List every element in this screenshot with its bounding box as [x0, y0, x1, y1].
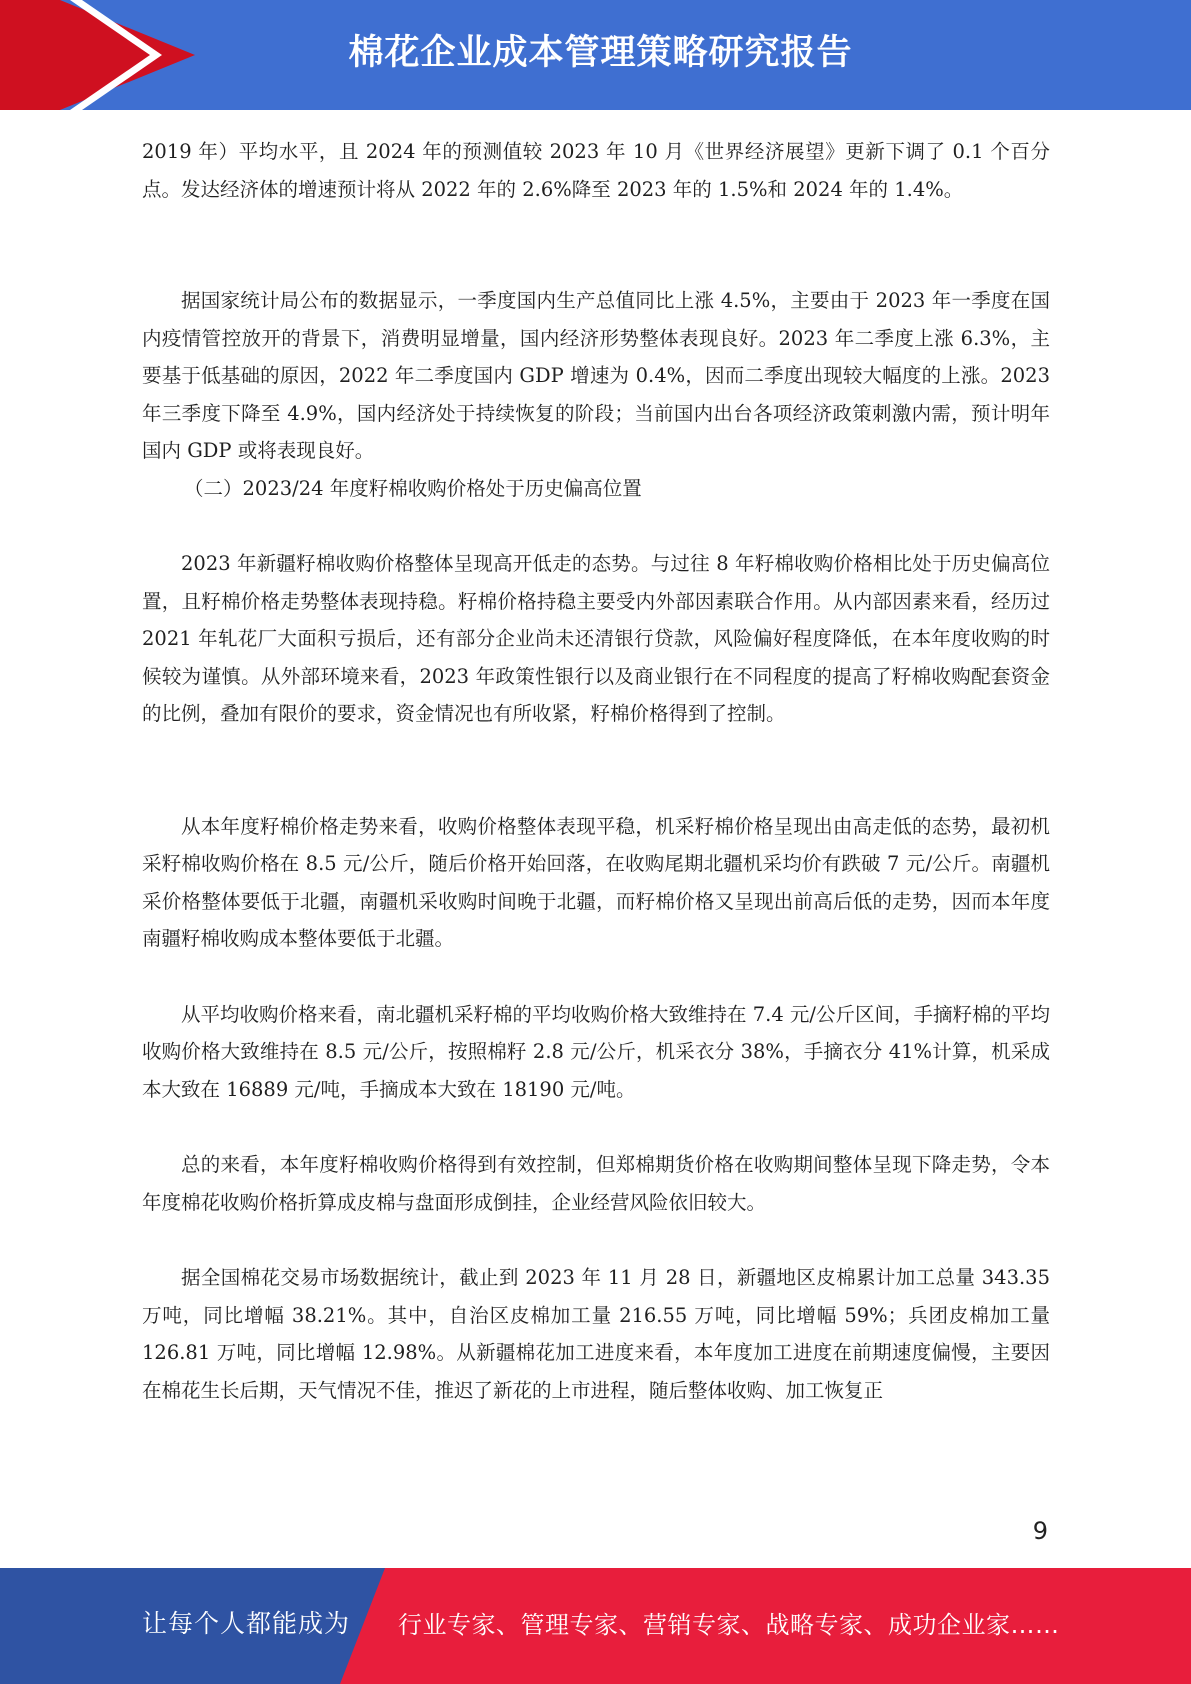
paragraph-domestic-gdp: 据国家统计局公布的数据显示，一季度国内生产总值同比上涨 4.5%，主要由于 2023 年一季度在国内疫情管控放开的背景下，消费明显增量，国内经济形势整体表现良好。2023 年二季度上涨 6.3%，主要基于低基础的原因，2022 年二季度国内 GDP 增速为 0.4%，因而二季度出现较大幅度的上涨。2023 年三季度下降至 4.9%，国内经济处于持续恢复的阶段；当前国内出台各项经济政策刺激内需，预计明年国内 GDP 或将表现良好。 [142, 289, 1050, 462]
page-footer [0, 1568, 1191, 1684]
paragraph-processing-stats: 据全国棉花交易市场数据统计，截止到 2023 年 11 月 28 日，新疆地区皮棉累计加工总量 343.35 万吨，同比增幅 38.21%。其中，自治区皮棉加工量 216.55 万吨，同比增幅 59%；兵团皮棉加工量 126.81 万吨，同比增幅 12.98%。从新疆棉花加工进度来看，本年度加工进度在前期速度偏慢，主要因在棉花生长后期，天气情况不佳，推迟了新花的上市进程，随后整体收购、加工恢复正 [142, 1266, 1050, 1402]
paragraph-summary: 总的来看，本年度籽棉收购价格得到有效控制，但郑棉期货价格在收购期间整体呈现下降走势，令本年度棉花收购价格折算成皮棉与盘面形成倒挂，企业经营风险依旧较大。 [142, 1153, 1050, 1214]
section-subheading: （二）2023/24 年度籽棉收购价格处于历史偏高位置 [184, 476, 642, 500]
paragraph-global-outlook: 2019 年）平均水平，且 2024 年的预测值较 2023 年 10 月《世界经济展望》更新下调了 0.1 个百分点。发达经济体的增速预计将从 2022 年的 2.6%降至 2023 年的 1.5%和 2024 年的 1.4%。 [142, 140, 1050, 201]
report-title: 棉花企业成本管理策略研究报告 [348, 33, 853, 73]
footer-slogan-right: 行业专家、管理专家、营销专家、战略专家、成功企业家…… [398, 1611, 1060, 1639]
paragraph-average-price: 从平均收购价格来看，南北疆机采籽棉的平均收购价格大致维持在 7.4 元/公斤区间，手摘籽棉的平均收购价格大致维持在 8.5 元/公斤，按照棉籽 2.8 元/公斤，机采衣分 38%，手摘衣分 41%计算，机采成本大致在 16889 元/吨，手摘成本大致在 18190 元/吨。 [142, 1002, 1050, 1101]
page-header [0, 0, 1191, 110]
report-body [142, 133, 1050, 1409]
paragraph-price-trend: 从本年度籽棉价格走势来看，收购价格整体表现平稳，机采籽棉价格呈现出由高走低的态势，最初机采籽棉收购价格在 8.5 元/公斤，随后价格开始回落，在收购尾期北疆机采均价有跌破 7 元/公斤。南疆机采价格整体要低于北疆，南疆机采收购时间晚于北疆，而籽棉价格又呈现出前高后低的走势，因而本年度南疆籽棉收购成本整体要低于北疆。 [142, 814, 1050, 950]
footer-slogan-left: 让每个人都能成为 [142, 1609, 351, 1638]
page-number: 9 [1032, 1517, 1048, 1545]
paragraph-seed-cotton-price: 2023 年新疆籽棉收购价格整体呈现高开低走的态势。与过往 8 年籽棉收购价格相比处于历史偏高位置，且籽棉价格走势整体表现持稳。籽棉价格持稳主要受内外部因素联合作用。从内部因素来看，经历过 2021 年轧花厂大面积亏损后，还有部分企业尚未还清银行贷款，风险偏好程度降低，在本年度收购的时候较为谨慎。从外部环境来看，2023 年政策性银行以及商业银行在不同程度的提高了籽棉收购配套资金的比例，叠加有限价的要求，资金情况也有所收紧，籽棉价格得到了控制。 [142, 552, 1050, 725]
